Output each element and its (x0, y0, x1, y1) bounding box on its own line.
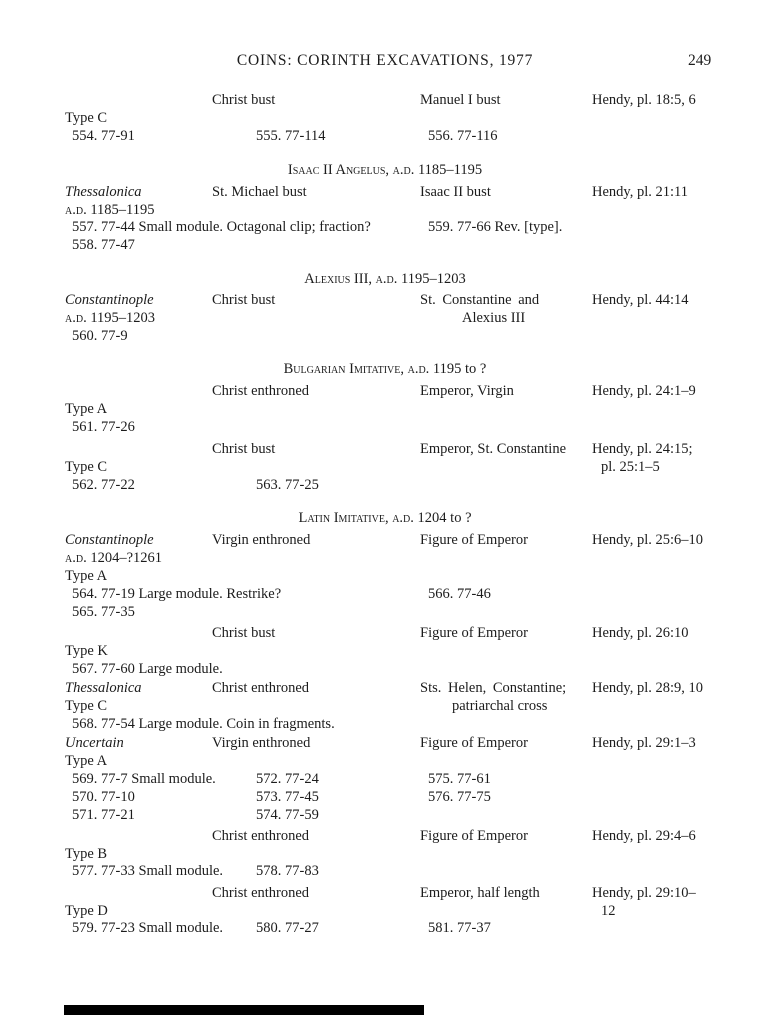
type-label: Type D (65, 903, 108, 919)
reference-label: Hendy, pl. 29:1–3 (592, 735, 696, 751)
type-label: Type A (65, 401, 108, 417)
reference-label-line2: 12 (601, 903, 616, 919)
reverse-label: Figure of Emperor (420, 735, 528, 751)
section-heading-tail: to ? (450, 510, 472, 526)
catalog-entry: 576. 77-75 (428, 789, 491, 805)
reverse-label: Sts. Helen, Constantine; (420, 680, 567, 696)
catalog-entry: 564. 77-19 Large module. Restrike? (72, 586, 282, 602)
type-label: Type C (65, 110, 108, 126)
type-label: Type C (65, 459, 108, 475)
reference-label: Hendy, pl. 24:15; (592, 441, 693, 457)
catalog-entry: 580. 77-27 (256, 920, 319, 936)
date-range: a.d. 1185–1195 (65, 202, 155, 218)
obverse-label: Virgin enthroned (212, 532, 311, 548)
catalog-entry: 570. 77-10 (72, 789, 135, 805)
reverse-label-line2: Alexius III (462, 310, 526, 326)
section-heading: Alexius III, a.d. 1195–1203 (304, 271, 466, 287)
reverse-label: Emperor, half length (420, 885, 540, 901)
catalog-entry: 567. 77-60 Large module. (72, 661, 223, 677)
reference-label: Hendy, pl. 29:10– (592, 885, 696, 901)
catalog-entry: 572. 77-24 (256, 771, 319, 787)
catalog-entry: 558. 77-47 (72, 237, 135, 253)
obverse-label: Christ bust (212, 625, 276, 641)
catalog-entry: 569. 77-7 Small module. (72, 771, 216, 787)
reverse-label: Figure of Emperor (420, 532, 528, 548)
obverse-label: Christ enthroned (212, 828, 310, 844)
reference-label: Hendy, pl. 25:6–10 (592, 532, 704, 548)
mint-name: Thessalonica (65, 184, 142, 200)
catalog-entry: 561. 77-26 (72, 419, 135, 435)
catalog-entry: 571. 77-21 (72, 807, 135, 823)
reverse-label-line2: patriarchal cross (452, 698, 548, 714)
reference-label: Hendy, pl. 28:9, 10 (592, 680, 704, 696)
scan-artifact-bar (64, 1005, 424, 1015)
catalog-entry: 554. 77-91 (72, 128, 135, 144)
date-range: a.d. 1195–1203 (65, 310, 156, 326)
catalog-entry: 566. 77-46 (428, 586, 491, 602)
type-label: Type B (65, 846, 108, 862)
catalog-entry: 565. 77-35 (72, 604, 135, 620)
reverse-label: St. Constantine and (420, 292, 540, 308)
reverse-label: Isaac II bust (420, 184, 491, 200)
reference-label: Hendy, pl. 29:4–6 (592, 828, 696, 844)
reverse-label: Emperor, St. Constantine (420, 441, 567, 457)
section-heading (0, 510, 770, 527)
catalog-entry: 556. 77-116 (428, 128, 498, 144)
catalog-entry: 578. 77-83 (256, 863, 319, 879)
section-heading (0, 361, 770, 378)
reverse-label: Manuel I bust (420, 92, 501, 108)
catalog-entry: 560. 77-9 (72, 328, 128, 344)
reverse-label: Figure of Emperor (420, 625, 528, 641)
catalog-entry: 579. 77-23 Small module. (72, 920, 224, 936)
section-heading-tail: to ? (465, 361, 487, 377)
catalog-entry: 577. 77-33 Small module. (72, 863, 224, 879)
reference-label: Hendy, pl. 18:5, 6 (592, 92, 696, 108)
mint-name: Thessalonica (65, 680, 142, 696)
mint-name: Constantinople (65, 292, 154, 308)
obverse-label: Christ bust (212, 441, 276, 457)
catalog-entry: 574. 77-59 (256, 807, 319, 823)
catalog-entry: 559. 77-66 Rev. [type]. (428, 219, 563, 235)
catalog-entry: 573. 77-45 (256, 789, 319, 805)
catalog-entry: 568. 77-54 Large module. Coin in fragments. (72, 716, 335, 732)
catalog-entry: 555. 77-114 (256, 128, 326, 144)
mint-name: Constantinople (65, 532, 154, 548)
reverse-label: Figure of Emperor (420, 828, 528, 844)
type-label: Type K (65, 643, 108, 659)
page-number: 249 (688, 52, 712, 69)
reference-label-line2: pl. 25:1–5 (601, 459, 660, 475)
reverse-label: Emperor, Virgin (420, 383, 514, 399)
reference-label: Hendy, pl. 21:11 (592, 184, 688, 200)
section-heading-smallcaps: Bulgarian Imitative, a.d. 1195 (283, 361, 466, 377)
obverse-label: Christ enthroned (212, 383, 310, 399)
catalog-entry: 581. 77-37 (428, 920, 491, 936)
catalog-entry: 563. 77-25 (256, 477, 319, 493)
type-label: Type C (65, 698, 108, 714)
obverse-label: St. Michael bust (212, 184, 307, 200)
obverse-label: Christ enthroned (212, 885, 310, 901)
catalog-entry: 562. 77-22 (72, 477, 135, 493)
obverse-label: Christ bust (212, 92, 276, 108)
reference-label: Hendy, pl. 24:1–9 (592, 383, 696, 399)
type-label: Type A (65, 568, 108, 584)
section-heading-smallcaps: Latin Imitative, a.d. 1204 (298, 510, 451, 526)
catalog-entry: 557. 77-44 Small module. Octagonal clip; fraction? (72, 219, 371, 235)
obverse-label: Christ enthroned (212, 680, 310, 696)
type-label: Type A (65, 753, 108, 769)
reference-label: Hendy, pl. 44:14 (592, 292, 689, 308)
obverse-label: Virgin enthroned (212, 735, 311, 751)
running-head: COINS: CORINTH EXCAVATIONS, 1977 (236, 52, 534, 69)
mint-name: Uncertain (65, 735, 124, 751)
catalog-entry: 575. 77-61 (428, 771, 491, 787)
date-range: a.d. 1204–?1261 (65, 550, 163, 566)
obverse-label: Christ bust (212, 292, 276, 308)
reference-label: Hendy, pl. 26:10 (592, 625, 689, 641)
section-heading: Isaac II Angelus, a.d. 1185–1195 (287, 162, 483, 178)
